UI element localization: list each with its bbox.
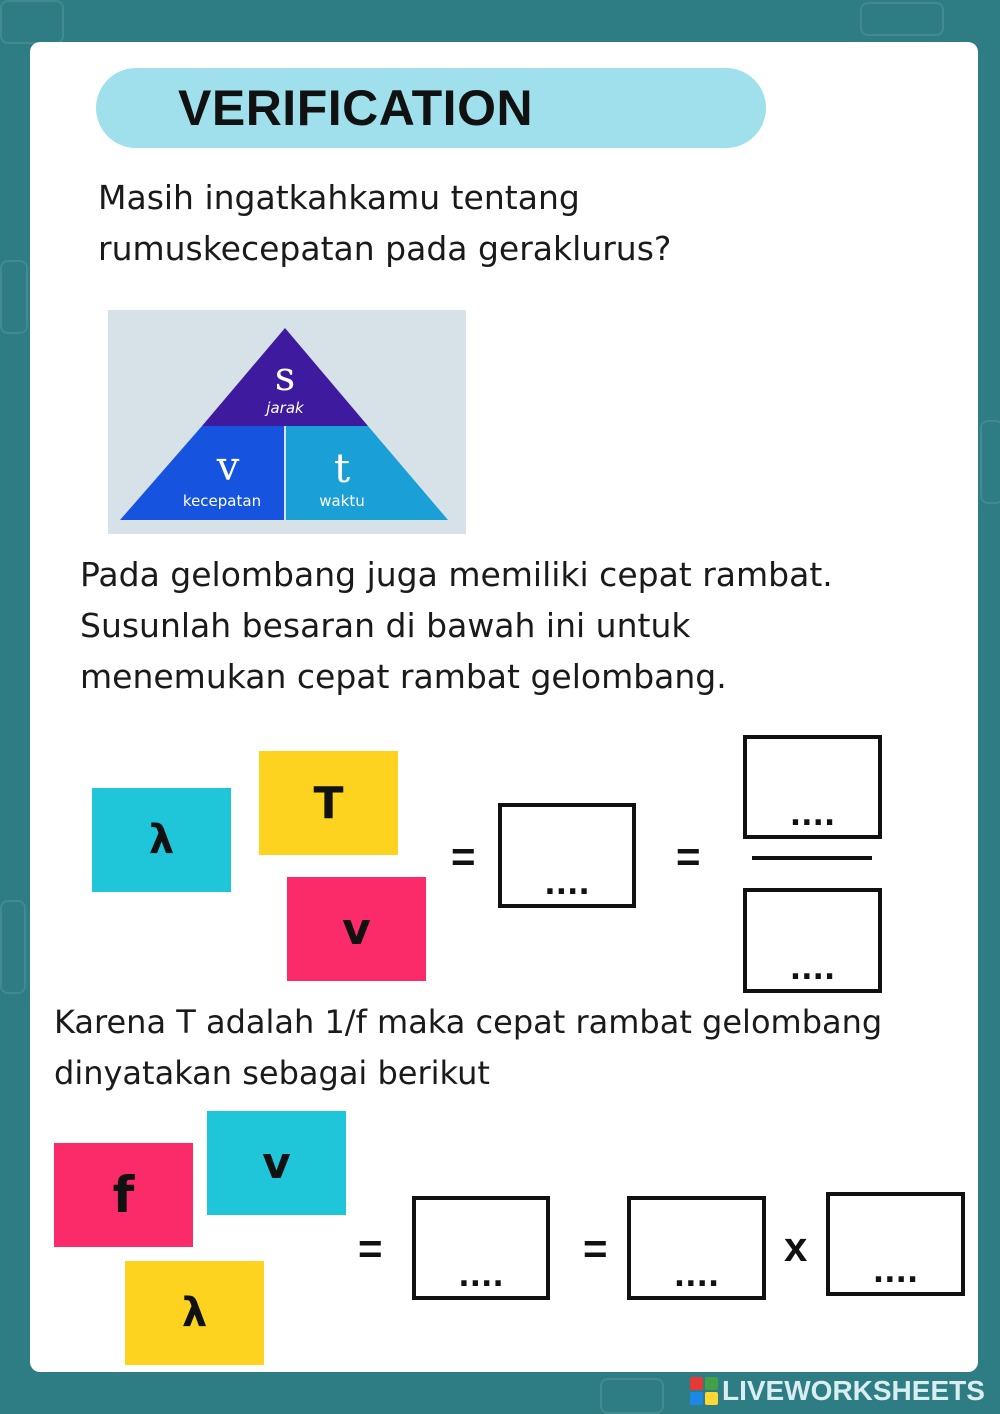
speed-formula-triangle (108, 310, 466, 534)
background-doodle (860, 2, 944, 36)
equals-sign: = (451, 833, 476, 880)
triangle-label-kecepatan: kecepatan (182, 492, 262, 510)
frequency-note (54, 997, 882, 1099)
blank-placeholder: .... (872, 1255, 919, 1290)
equals-sign: = (358, 1225, 383, 1272)
intro-line: rumuskecepatan pada geraklurus? (98, 229, 672, 268)
answer-box-factor-2[interactable] (826, 1192, 965, 1296)
answer-box-denominator[interactable] (743, 888, 882, 993)
triangle-label-jarak: jarak (266, 399, 304, 417)
tile-period-t[interactable]: T (259, 751, 398, 855)
liveworksheets-watermark (690, 1374, 985, 1408)
tile-speed-v[interactable]: v (287, 877, 426, 981)
watermark-text: LIVEWORKSHEETS (722, 1375, 985, 1406)
liveworksheets-logo-icon (690, 1377, 718, 1405)
tile-frequency-f[interactable]: f (54, 1143, 193, 1247)
equals-sign: = (676, 833, 701, 880)
tile-speed-v[interactable]: v (207, 1111, 346, 1215)
background-doodle (0, 900, 26, 994)
answer-box-numerator[interactable] (743, 735, 882, 839)
wave-line: Pada gelombang juga memiliki cepat rambat. (80, 555, 833, 594)
triangle-symbol-t: t (333, 446, 351, 492)
background-doodle (600, 1378, 664, 1414)
fraction-bar (752, 856, 872, 860)
frequency-line: Karena T adalah 1/f maka cepat rambat gelombang (54, 1003, 883, 1041)
tile-lambda[interactable]: λ (92, 788, 231, 892)
intro-question (98, 172, 671, 274)
multiply-sign: x (784, 1223, 808, 1270)
intro-line: Masih ingatkahkamu tentang (98, 178, 580, 217)
answer-box-factor-1[interactable] (627, 1196, 766, 1300)
page-title: VERIFICATION (178, 80, 534, 136)
equals-sign: = (583, 1225, 608, 1272)
wave-instruction (80, 549, 833, 702)
blank-placeholder: .... (458, 1259, 504, 1294)
answer-box-speed[interactable] (412, 1196, 550, 1300)
blank-placeholder: .... (544, 867, 590, 902)
answer-box-speed[interactable] (498, 803, 636, 908)
blank-placeholder: .... (673, 1259, 720, 1294)
wave-line: menemukan cepat rambat gelombang. (80, 657, 727, 696)
background-doodle (0, 0, 64, 44)
triangle-label-waktu: waktu (319, 492, 365, 510)
tile-lambda[interactable]: λ (125, 1261, 264, 1365)
triangle-symbol-v: v (216, 444, 240, 490)
background-doodle (0, 260, 28, 334)
blank-placeholder: .... (789, 798, 836, 833)
triangle-symbol-s: s (274, 354, 296, 400)
blank-placeholder: .... (789, 952, 836, 987)
triangle-diagram (120, 322, 454, 522)
wave-line: Susunlah besaran di bawah ini untuk (80, 606, 691, 645)
triangle-right-section (286, 426, 448, 520)
background-doodle (980, 420, 1000, 504)
frequency-line: dinyatakan sebagai berikut (54, 1054, 490, 1092)
